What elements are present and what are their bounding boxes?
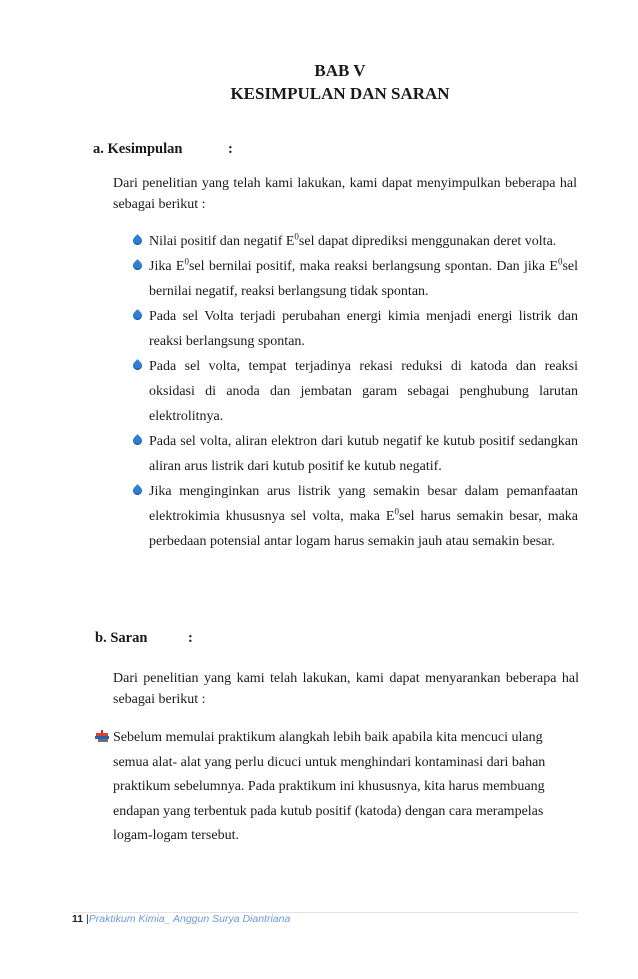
saran-item <box>95 726 570 849</box>
kesimpulan-colon: : <box>228 141 233 157</box>
list-item: Jika menginginkan arus listrik yang semakin besar dalam pemanfaatan elektrokimia khususnya sel volta, maka $E^0sel$ harus semakin besar, maka perbedaan potensial antar logam harus semakin jauh atau semakin besar. <box>131 479 578 554</box>
kesimpulan-heading <box>93 141 233 158</box>
chapter-title: KESIMPULAN DAN SARAN <box>230 84 450 103</box>
chapter-number: BAB V <box>314 61 366 80</box>
water-drop-icon <box>131 484 144 497</box>
saran-label: b. Saran <box>95 630 148 646</box>
list-item: Jika $E^0sel$ bernilai positif, maka reaksi berlangsung spontan. Dan jika $E^0sel$ bernilai negatif, reaksi berlangsung tidak spontan. <box>131 254 578 304</box>
saran-heading <box>95 630 193 647</box>
page-footer <box>72 913 290 925</box>
kesimpulan-list <box>131 229 578 554</box>
kesimpulan-intro: Dari penelitian yang telah kami lakukan, kami dapat menyimpulkan beberapa hal sebagai berikut : <box>113 176 577 212</box>
book-stack-icon <box>95 730 109 742</box>
water-drop-icon <box>131 434 144 447</box>
footer-credit: Praktikum Kimia_ Anggun Surya Diantriana <box>88 913 291 925</box>
water-drop-icon <box>131 259 144 272</box>
list-item: Nilai positif dan negatif $E^0sel$ dapat diprediksi menggunakan deret volta. <box>131 229 578 254</box>
footer-separator: | <box>86 913 89 925</box>
kesimpulan-label: a. Kesimpulan <box>93 141 183 157</box>
water-drop-icon <box>131 359 144 372</box>
water-drop-icon <box>131 309 144 322</box>
water-drop-icon <box>131 234 144 247</box>
page-number: 11 <box>72 913 84 925</box>
list-item: Pada sel volta, aliran elektron dari kutub negatif ke kutub positif sedangkan aliran arus listrik dari kutub positif ke kutub negatif. <box>131 429 578 479</box>
saran-item-text: Sebelum memulai praktikum alangkah lebih baik apabila kita mencuci ulang semua alat- alat yang perlu dicuci untuk menghindari kontaminasi dari bahan praktikum sebelumnya. Pada praktikum ini khususnya, kita harus membuang endapan yang terbentuk pada kutub positif (katoda) dengan cara merampelas logam-logam tersebut. <box>113 730 546 843</box>
list-item: Pada sel volta, tempat terjadinya rekasi reduksi di katoda dan reaksi oksidasi di anoda dan jembatan garam sebagai penghubung larutan elektrolitnya. <box>131 354 578 429</box>
saran-intro: Dari penelitian yang kami telah lakukan, kami dapat menyarankan beberapa hal sebagai berikut : <box>113 671 579 707</box>
list-item: Pada sel Volta terjadi perubahan energi kimia menjadi energi listrik dan reaksi berlangsung spontan. <box>131 304 578 354</box>
saran-colon: : <box>188 630 193 646</box>
